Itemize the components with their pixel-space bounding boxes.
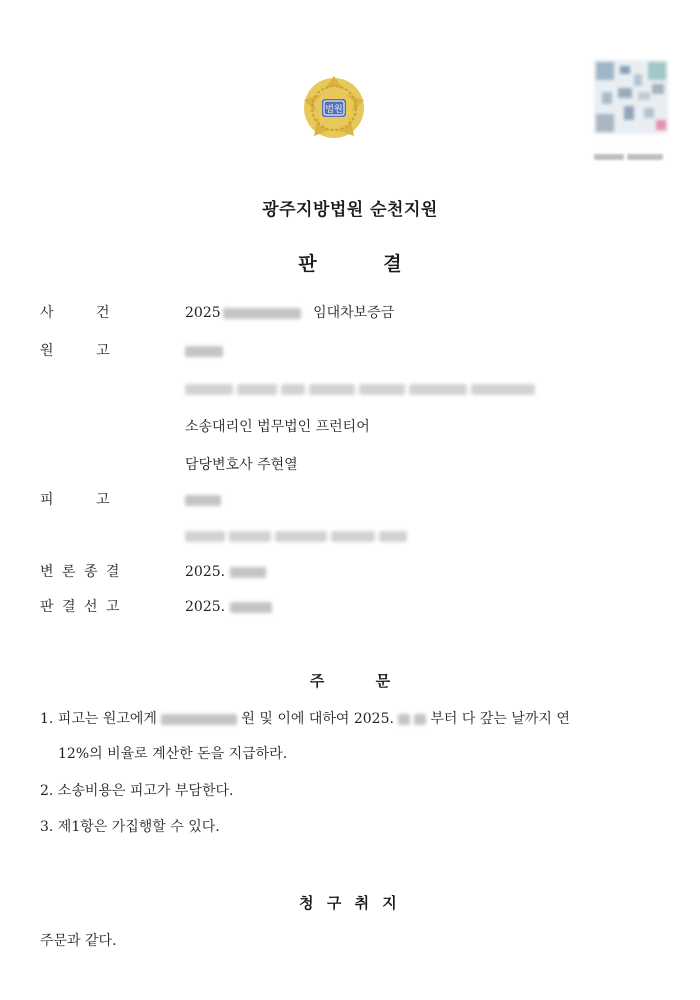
case-number: 2025 임대차보증금 [185, 305, 395, 321]
claim-title: 청 구 취 지 [299, 894, 401, 912]
claim-text: 주문과 같다. [40, 933, 117, 949]
order-item-1: 1. 피고는 원고에게 원 및 이에 대하여 2025. 부터 다 갚는 날까지 연 [40, 711, 570, 727]
judgment-date: 2025. [185, 598, 276, 616]
court-name: 광주지방법원 순천지원 [262, 200, 438, 220]
case-type: 임대차보증금 [313, 305, 395, 321]
redacted-amount [161, 714, 237, 725]
defendant-label: 피 고 [40, 492, 110, 508]
plaintiff-attorney: 담당변호사 주현열 [185, 457, 298, 473]
redacted-defendant-name [185, 495, 221, 506]
order-title: 주 문 [309, 672, 391, 690]
svg-text:법원: 법원 [325, 105, 343, 115]
defendant-name [185, 491, 225, 509]
court-emblem-icon [298, 72, 370, 144]
hearing-closed-label: 변 론 종 결 [40, 564, 122, 580]
redacted-plaintiff-name [185, 346, 223, 357]
order-item-3: 3. 제1항은 가집행할 수 있다. [40, 819, 220, 835]
plaintiff-name [185, 342, 227, 360]
case-label: 사 건 [40, 305, 110, 321]
hearing-closed-date: 2025. [185, 563, 270, 581]
qr-caption [594, 145, 668, 153]
plaintiff-label: 원 고 [40, 343, 110, 359]
plaintiff-counsel-firm: 소송대리인 법무법인 프런티어 [185, 419, 370, 435]
judgment-date-label: 판 결 선 고 [40, 599, 122, 615]
defendant-address [185, 527, 411, 545]
order-item-2: 2. 소송비용은 피고가 부담한다. [40, 783, 234, 799]
qr-code-icon [594, 60, 668, 134]
document-title: 판 결 [298, 253, 402, 275]
redacted-case-number [223, 308, 301, 319]
order-item-1-line-2: 12%의 비율로 계산한 돈을 지급하라. [58, 746, 288, 762]
plaintiff-address [185, 380, 539, 398]
